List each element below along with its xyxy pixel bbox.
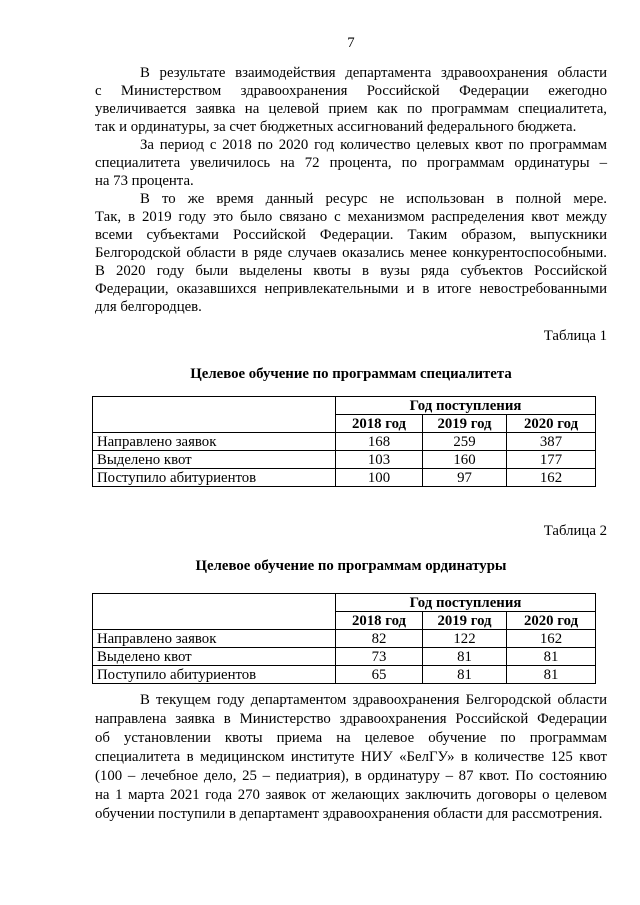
table-row	[93, 630, 596, 648]
table-header-row	[93, 594, 596, 612]
paragraph-line: специалитета в медицинском институте НИУ «БелГУ» в количестве 125 квот	[95, 749, 607, 765]
table-cell: 73	[336, 648, 423, 666]
table-cell: 259	[423, 433, 507, 451]
table-corner-cell	[93, 594, 336, 630]
intro-text	[95, 64, 607, 316]
table-row	[93, 451, 596, 469]
paragraph	[95, 64, 607, 136]
paragraph-line: В то же время данный ресурс не использован в полной мере.	[140, 191, 607, 207]
table-group-header: Год поступления	[336, 594, 596, 612]
table-row-label: Выделено квот	[93, 648, 336, 666]
paragraph-line: с Министерством здравоохранения Российской Федерации ежегодно	[95, 83, 607, 99]
paragraph-line: на 1 марта 2021 года 270 заявок от желающих заключить договоры о целевом	[95, 787, 607, 803]
table-corner-cell	[93, 397, 336, 433]
paragraph-line: В текущем году департаментом здравоохранения Белгородской области	[140, 692, 607, 708]
table-row-label: Направлено заявок	[93, 630, 336, 648]
paragraph-line: направлена заявка в Министерство здравоохранения Российской Федерации	[95, 711, 607, 727]
paragraph-line: увеличивается заявка на целевой прием как по программам специалитета,	[95, 101, 607, 117]
table-year-header: 2020 год	[507, 612, 596, 630]
table-1-title: Целевое обучение по программам специалитета	[190, 366, 512, 382]
paragraph-line: (100 – лечебное дело, 25 – педиатрия), в ординатуру – 87 квот. По состоянию	[95, 768, 607, 784]
paragraph-line: В 2020 году были выделены квоты в вузы ряда субъектов Российской	[95, 263, 607, 279]
paragraph	[95, 691, 607, 824]
table-row-label: Направлено заявок	[93, 433, 336, 451]
table-cell: 168	[336, 433, 423, 451]
table-row-label: Поступило абитуриентов	[93, 469, 336, 487]
table-cell: 65	[336, 666, 423, 684]
paragraph-line: За период с 2018 по 2020 год количество целевых квот по программам	[140, 137, 607, 153]
closing-text	[95, 691, 607, 824]
table-year-header: 2019 год	[423, 415, 507, 433]
table-2-title: Целевое обучение по программам ординатуры	[195, 558, 507, 574]
table-cell: 160	[423, 451, 507, 469]
table-year-header: 2020 год	[507, 415, 596, 433]
table-2-caption: Таблица 2	[543, 523, 607, 539]
table-year-header: 2019 год	[423, 612, 507, 630]
paragraph	[95, 136, 607, 190]
table-cell: 103	[336, 451, 423, 469]
table-1-caption: Таблица 1	[543, 328, 607, 344]
paragraph-line: специалитета увеличилось на 72 процента, по программам ординатуры –	[95, 155, 607, 171]
table-cell: 100	[336, 469, 423, 487]
table-cell: 82	[336, 630, 423, 648]
table-cell: 81	[423, 666, 507, 684]
paragraph-line: всеми субъектами Российской Федерации. Таким образом, выпускники	[95, 227, 607, 243]
paragraph-line: для белгородцев.	[95, 299, 202, 315]
table-row	[93, 469, 596, 487]
table-2	[92, 593, 596, 684]
page-number: 7	[347, 35, 355, 51]
paragraph	[95, 190, 607, 316]
paragraph-line: на 73 процента.	[95, 173, 194, 189]
table-year-header: 2018 год	[336, 415, 423, 433]
paragraph-line: Федерации, оказавшихся непривлекательными и в итоге невостребованными	[95, 281, 607, 297]
table-cell: 177	[507, 451, 596, 469]
paragraph-line: об установлении квоты приема на целевое обучение по программам	[95, 730, 607, 746]
table-cell: 162	[507, 630, 596, 648]
paragraph-line: Белгородской области в ряде случаев оказались менее конкурентоспособными.	[95, 245, 607, 261]
table-row	[93, 433, 596, 451]
table-cell: 81	[507, 648, 596, 666]
table-cell: 122	[423, 630, 507, 648]
paragraph-line: так и ординатуры, за счет бюджетных ассигнований федерального бюджета.	[95, 119, 577, 135]
table-cell: 162	[507, 469, 596, 487]
table-row-label: Выделено квот	[93, 451, 336, 469]
paragraph-line: В результате взаимодействия департамента здравоохранения области	[140, 65, 607, 81]
table-cell: 97	[423, 469, 507, 487]
table-1	[92, 396, 596, 487]
table-row-label: Поступило абитуриентов	[93, 666, 336, 684]
paragraph-line: обучении поступили в департамент здравоохранения области для рассмотрения.	[95, 806, 603, 822]
paragraph-line: Так, в 2019 году это было связано с механизмом распределения квот между	[95, 209, 607, 225]
table-row	[93, 648, 596, 666]
table-cell: 81	[423, 648, 507, 666]
table-row	[93, 666, 596, 684]
table-cell: 81	[507, 666, 596, 684]
table-cell: 387	[507, 433, 596, 451]
table-group-header: Год поступления	[336, 397, 596, 415]
table-year-header: 2018 год	[336, 612, 423, 630]
table-header-row	[93, 397, 596, 415]
